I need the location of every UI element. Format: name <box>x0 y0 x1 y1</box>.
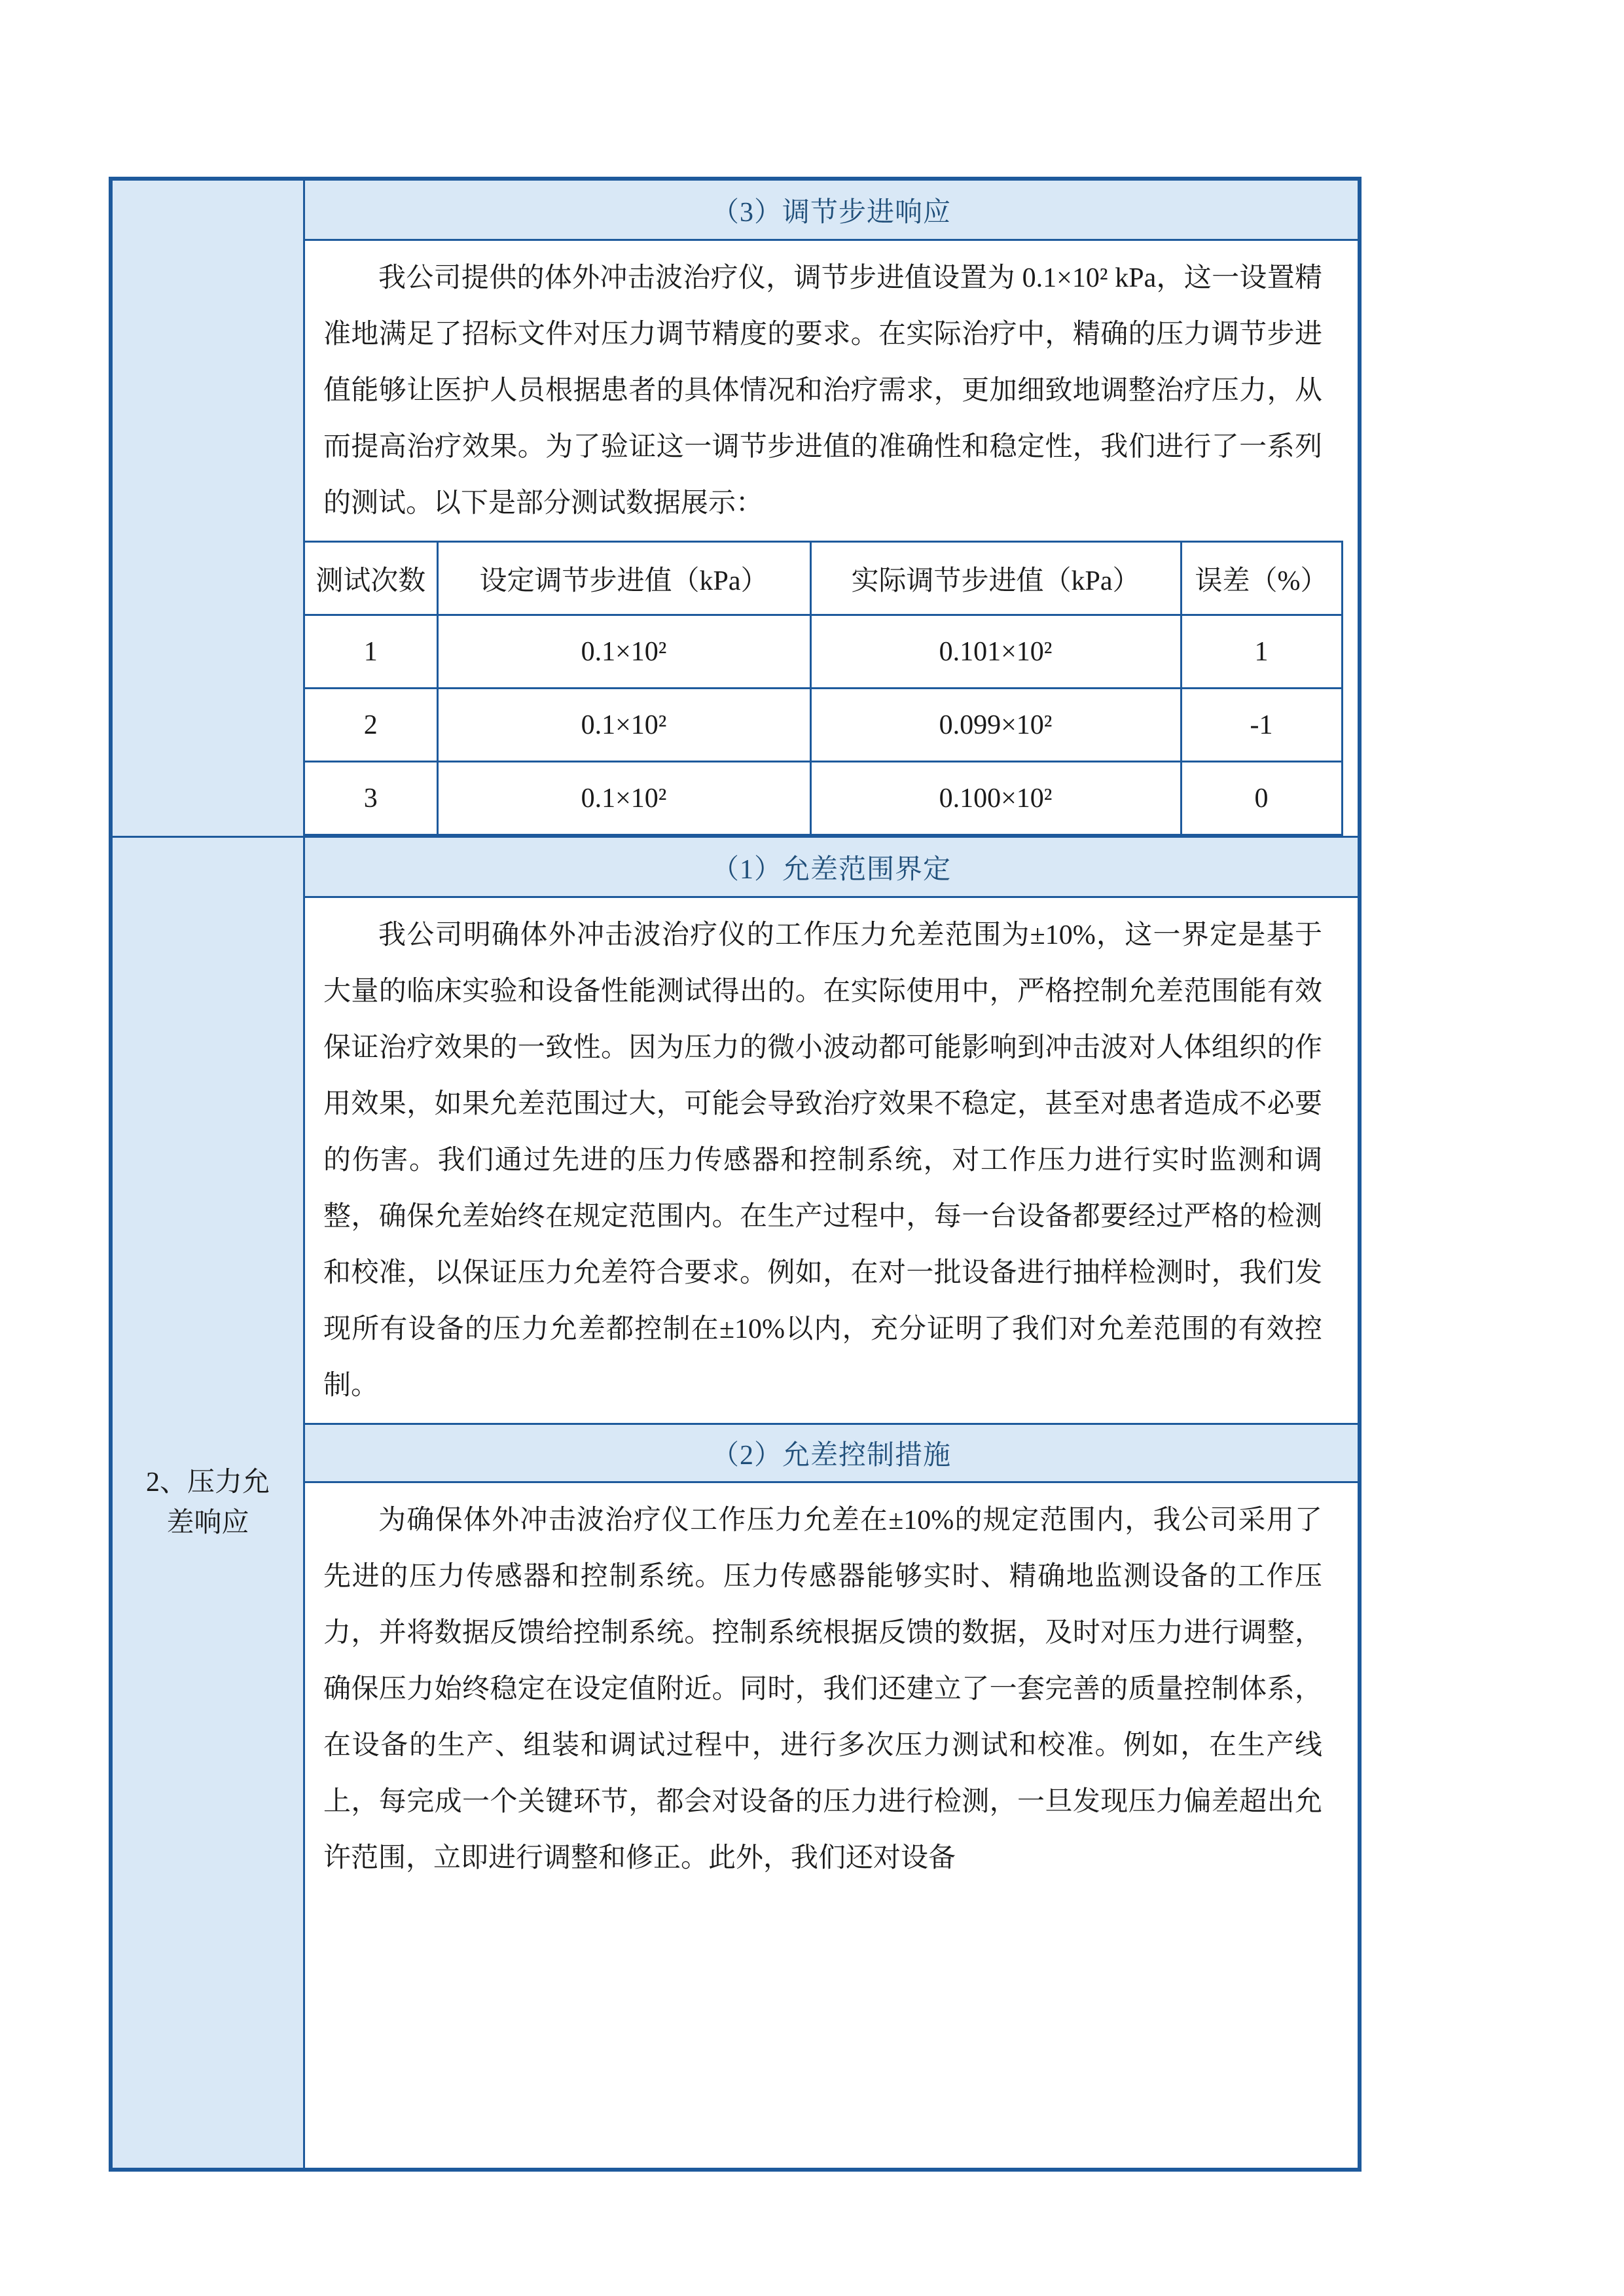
table-cell: 3 <box>305 762 437 835</box>
table-row <box>305 615 1342 689</box>
column-header-test-number: 测试次数 <box>305 542 437 615</box>
subsection-header-text: （2）允差控制措施 <box>711 1441 951 1471</box>
table-cell: 0.1×10² <box>437 762 810 835</box>
column-header-set-step-value: 设定调节步进值（kPa） <box>437 542 810 615</box>
table-cell: 0.101×10² <box>810 615 1181 689</box>
paragraph-tolerance-control: 为确保体外冲击波治疗仪工作压力允差在±10%的规定范围内，我公司采用了先进的压力传感器和控制系统。压力传感器能够实时、精确地监测设备的工作压力，并将数据反馈给控制系统。控制系统根据反馈的数据，及时对压力进行调整，确保压力始终稳定在设定值附近。同时，我们还建立了一套完善的质量控制体系，在设备的生产、组装和调试过程中，进行多次压力测试和校准。例如，在生产线上，每完成一个关键环节，都会对设备的压力进行检测，一旦发现压力偏差超出允许范围，立即进行调整和修正。此外，我们还对设备 <box>323 1505 1322 1873</box>
test-results-table <box>305 541 1343 836</box>
subsection-header-tolerance-range <box>305 838 1358 898</box>
column-header-error-percent: 误差（%） <box>1181 542 1342 615</box>
table-row <box>305 689 1342 762</box>
content-cell-pressure-tolerance <box>305 838 1358 2168</box>
subsection-header-text: （3）调节步进响应 <box>711 197 951 228</box>
section-step-response <box>113 181 1358 836</box>
sidebar-cell-empty <box>113 181 305 836</box>
table-cell: 0.1×10² <box>437 689 810 762</box>
subsection-header-tolerance-control <box>305 1423 1358 1483</box>
subsection-header-step-response <box>305 181 1358 241</box>
table-cell: 0.100×10² <box>810 762 1181 835</box>
subsection-header-text: （1）允差范围界定 <box>711 854 951 885</box>
column-header-actual-step-value: 实际调节步进值（kPa） <box>810 542 1181 615</box>
content-cell-step-response <box>305 181 1358 836</box>
sidebar-row-label: 2、压力允差响应 <box>145 1467 270 1538</box>
sidebar-cell-pressure-tolerance <box>113 838 305 2168</box>
table-cell: 1 <box>1181 615 1342 689</box>
table-cell: 1 <box>305 615 437 689</box>
table-cell: 0.099×10² <box>810 689 1181 762</box>
main-table <box>109 177 1362 2172</box>
table-cell: 0 <box>1181 762 1342 835</box>
table-row <box>305 762 1342 835</box>
table-cell: 2 <box>305 689 437 762</box>
section-pressure-tolerance <box>113 836 1358 2168</box>
table-cell: -1 <box>1181 689 1342 762</box>
table-cell: 0.1×10² <box>437 615 810 689</box>
paragraph-tolerance-range: 我公司明确体外冲击波治疗仪的工作压力允差范围为±10%，这一界定是基于大量的临床实验和设备性能测试得出的。在实际使用中，严格控制允差范围能有效保证治疗效果的一致性。因为压力的微小波动都可能影响到冲击波对人体组织的作用效果，如果允差范围过大，可能会导致治疗效果不稳定，甚至对患者造成不必要的伤害。我们通过先进的压力传感器和控制系统，对工作压力进行实时监测和调整，确保允差始终在规定范围内。在生产过程中，每一台设备都要经过严格的检测和校准，以保证压力允差符合要求。例如，在对一批设备进行抽样检测时，我们发现所有设备的压力允差都控制在±10%以内，充分证明了我们对允差范围的有效控制。 <box>323 920 1322 1401</box>
table-header-row <box>305 542 1342 615</box>
paragraph-step-response: 我公司提供的体外冲击波治疗仪，调节步进值设置为 0.1×10² kPa，这一设置精准地满足了招标文件对压力调节精度的要求。在实际治疗中，精确的压力调节步进值能够让医护人员根据患者的具体情况和治疗需求，更加细致地调整治疗压力，从而提高治疗效果。为了验证这一调节步进值的准确性和稳定性，我们进行了一系列的测试。以下是部分测试数据展示： <box>323 263 1322 518</box>
